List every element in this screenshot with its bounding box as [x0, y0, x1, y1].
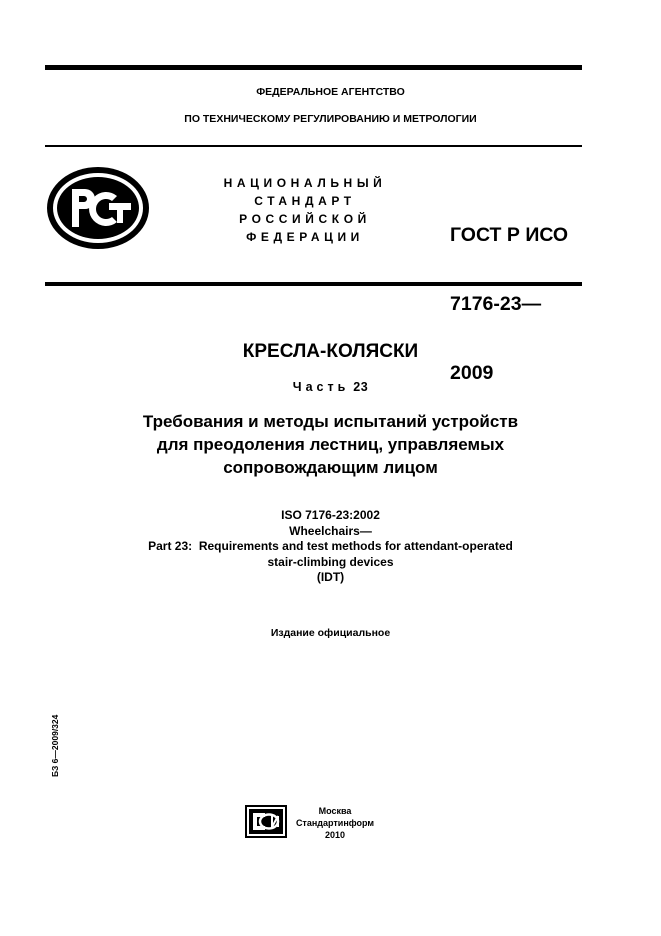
standard-designation	[450, 178, 568, 408]
iso-line-4: stair-climbing devices	[267, 554, 394, 569]
designation-line-1: ГОСТ Р ИСО	[450, 224, 569, 246]
top-rule	[45, 65, 582, 70]
publisher-block	[295, 805, 375, 841]
designation-line-3: 2009	[450, 362, 494, 384]
publisher-name: Стандартинформ	[295, 818, 375, 828]
rst-certification-logo-icon	[45, 165, 151, 251]
designation-line-2: 7176-23—	[450, 293, 542, 315]
publisher-year: 2010	[324, 830, 346, 840]
part-word: Часть	[292, 380, 350, 394]
subtitle-line-1: Требования и методы испытаний устройств	[142, 412, 519, 431]
iso-line-5: (IDT)	[316, 570, 345, 584]
standard-type-line-3: РОССИЙСКОЙ	[239, 212, 371, 226]
agency-line-2: ПО ТЕХНИЧЕСКОМУ РЕГУЛИРОВАНИЮ И МЕТРОЛОГИИ	[184, 113, 477, 125]
iso-line-1: ISO 7176-23:2002	[281, 508, 380, 522]
standard-type-line-4: ФЕДЕРАЦИИ	[246, 230, 364, 244]
subtitle-line-3: сопровождающим лицом	[223, 458, 438, 477]
edition-label: Издание официальное	[270, 627, 391, 639]
iso-reference	[60, 508, 601, 586]
standartinform-logo-icon	[245, 805, 287, 838]
standard-type-line-1: НАЦИОНАЛЬНЫЙ	[223, 176, 387, 190]
document-subtitle	[70, 410, 591, 479]
document-title: КРЕСЛА-КОЛЯСКИ	[242, 341, 419, 362]
subtitle-line-2: для преодоления лестниц, управляемых	[156, 435, 505, 454]
side-code: БЗ 6—2009/324	[50, 714, 60, 777]
iso-line-2: Wheelchairs—	[289, 523, 372, 538]
part-heading	[0, 380, 661, 394]
bottom-rule	[45, 282, 582, 286]
publisher-city: Москва	[318, 806, 352, 816]
iso-line-3: Part 23: Requirements and test methods for attendant-operated	[148, 539, 513, 553]
middle-rule	[45, 145, 582, 147]
agency-line-1: ФЕДЕРАЛЬНОЕ АГЕНТСТВО	[256, 86, 405, 98]
standard-type	[200, 174, 410, 246]
standard-type-line-2: СТАНДАРТ	[254, 194, 356, 208]
part-number: 23	[353, 380, 369, 394]
